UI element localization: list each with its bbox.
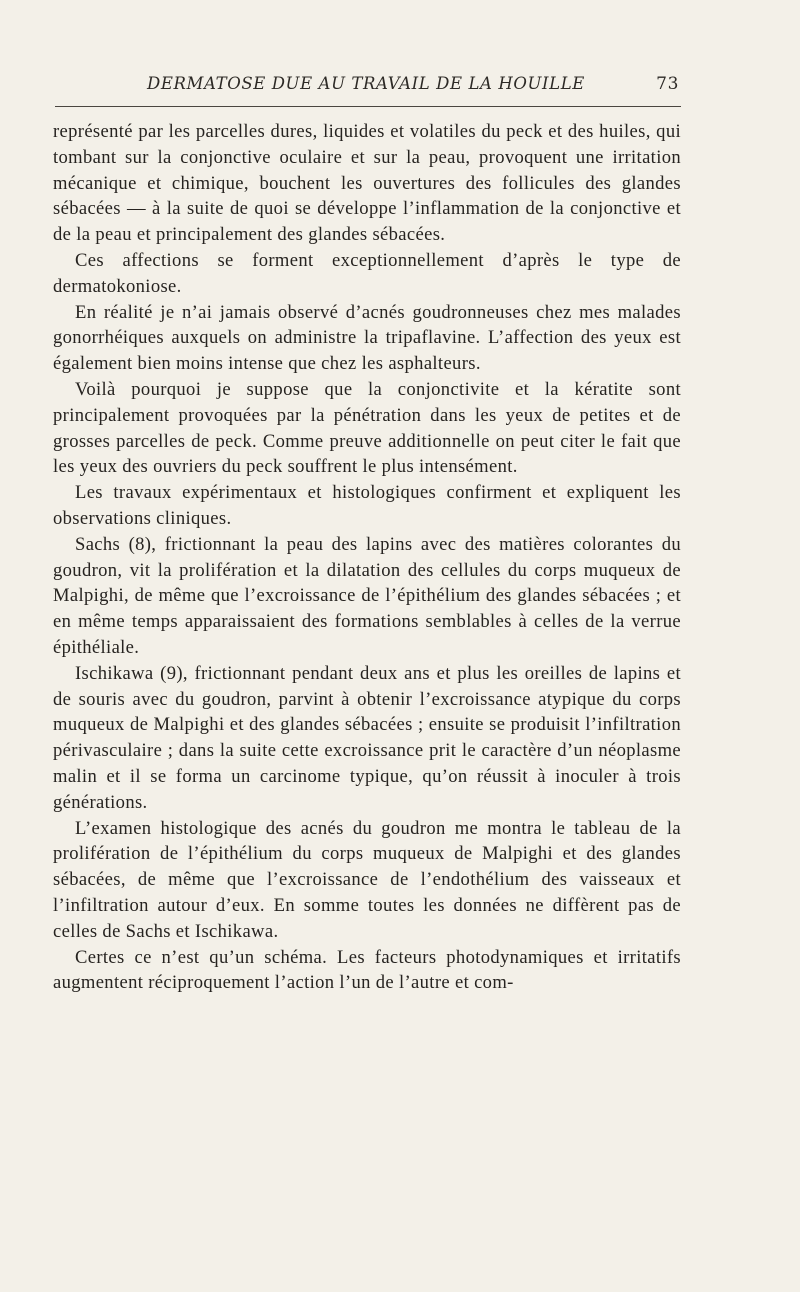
paragraph: Voilà pourquoi je suppose que la conjonctivite et la kératite sont principalement provoquées par la pénétration dans les yeux de petites et de grosses parcelles de peck. Comme preuve additionnelle on peut citer le fait que les yeux des ouvriers du peck souffrent le plus intensément.	[53, 378, 681, 478]
paragraph: En réalité je n’ai jamais observé d’acnés goudronneuses chez mes malades gonorrhéiques auxquels on administre la tripaflavine. L’affection des yeux est également bien moins intense que chez les asphalteurs.	[53, 301, 681, 375]
running-title: DERMATOSE DUE AU TRAVAIL DE LA HOUILLE	[147, 74, 585, 93]
header-rule	[55, 106, 681, 107]
paragraph: Certes ce n’est qu’un schéma. Les facteurs photodynamiques et irritatifs augmentent réciproquement l’action l’un de l’autre et com-	[53, 946, 681, 994]
running-head	[53, 66, 681, 102]
book-page	[53, 66, 681, 996]
page-number: 73	[656, 74, 679, 94]
paragraph-continued: représenté par les parcelles dures, liquides et volatiles du peck et des huiles, qui tombant sur la conjonctive oculaire et sur la peau, provoquent une irritation mécanique et chimique, bouchent les ouvertures des follicules des glandes sébacées — à la suite de quoi se développe l’inflammation de la conjonctive et de la peau et principalement des glandes sébacées.	[53, 121, 681, 246]
paragraph: Les travaux expérimentaux et histologiques confirment et expliquent les observations cliniques.	[53, 482, 681, 529]
paragraph: Ischikawa (9), frictionnant pendant deux ans et plus les oreilles de lapins et de souris avec du goudron, parvint à obtenir l’excroissance atypique du corps muqueux de Malpighi et des glandes sébacées ; ensuite se produisit l’infiltration périvasculaire ; dans la suite cette excroissance prit le caractère d’un néoplasme malin et il se forma un carcinome typique, qu’on réussit à inoculer à trois générations.	[53, 662, 681, 813]
body-text	[53, 119, 681, 996]
paragraph: Sachs (8), frictionnant la peau des lapins avec des matières colorantes du goudron, vit la prolifération et la dilatation des cellules du corps muqueux de Malpighi, de même que l’excroissance de l’épithélium des glandes sébacées ; et en même temps apparaissaient des formations semblables à celles de la verrue épithéliale.	[53, 533, 681, 658]
paragraph: L’examen histologique des acnés du goudron me montra le tableau de la prolifération de l’épithélium du corps muqueux de Malpighi et des glandes sébacées, de même que l’excroissance de l’endothélium des vaisseaux et l’infiltration autour d’eux. En somme toutes les données ne diffèrent pas de celles de Sachs et Ischikawa.	[53, 817, 681, 942]
paragraph: Ces affections se forment exceptionnellement d’après le type de dermatokoniose.	[53, 249, 681, 297]
